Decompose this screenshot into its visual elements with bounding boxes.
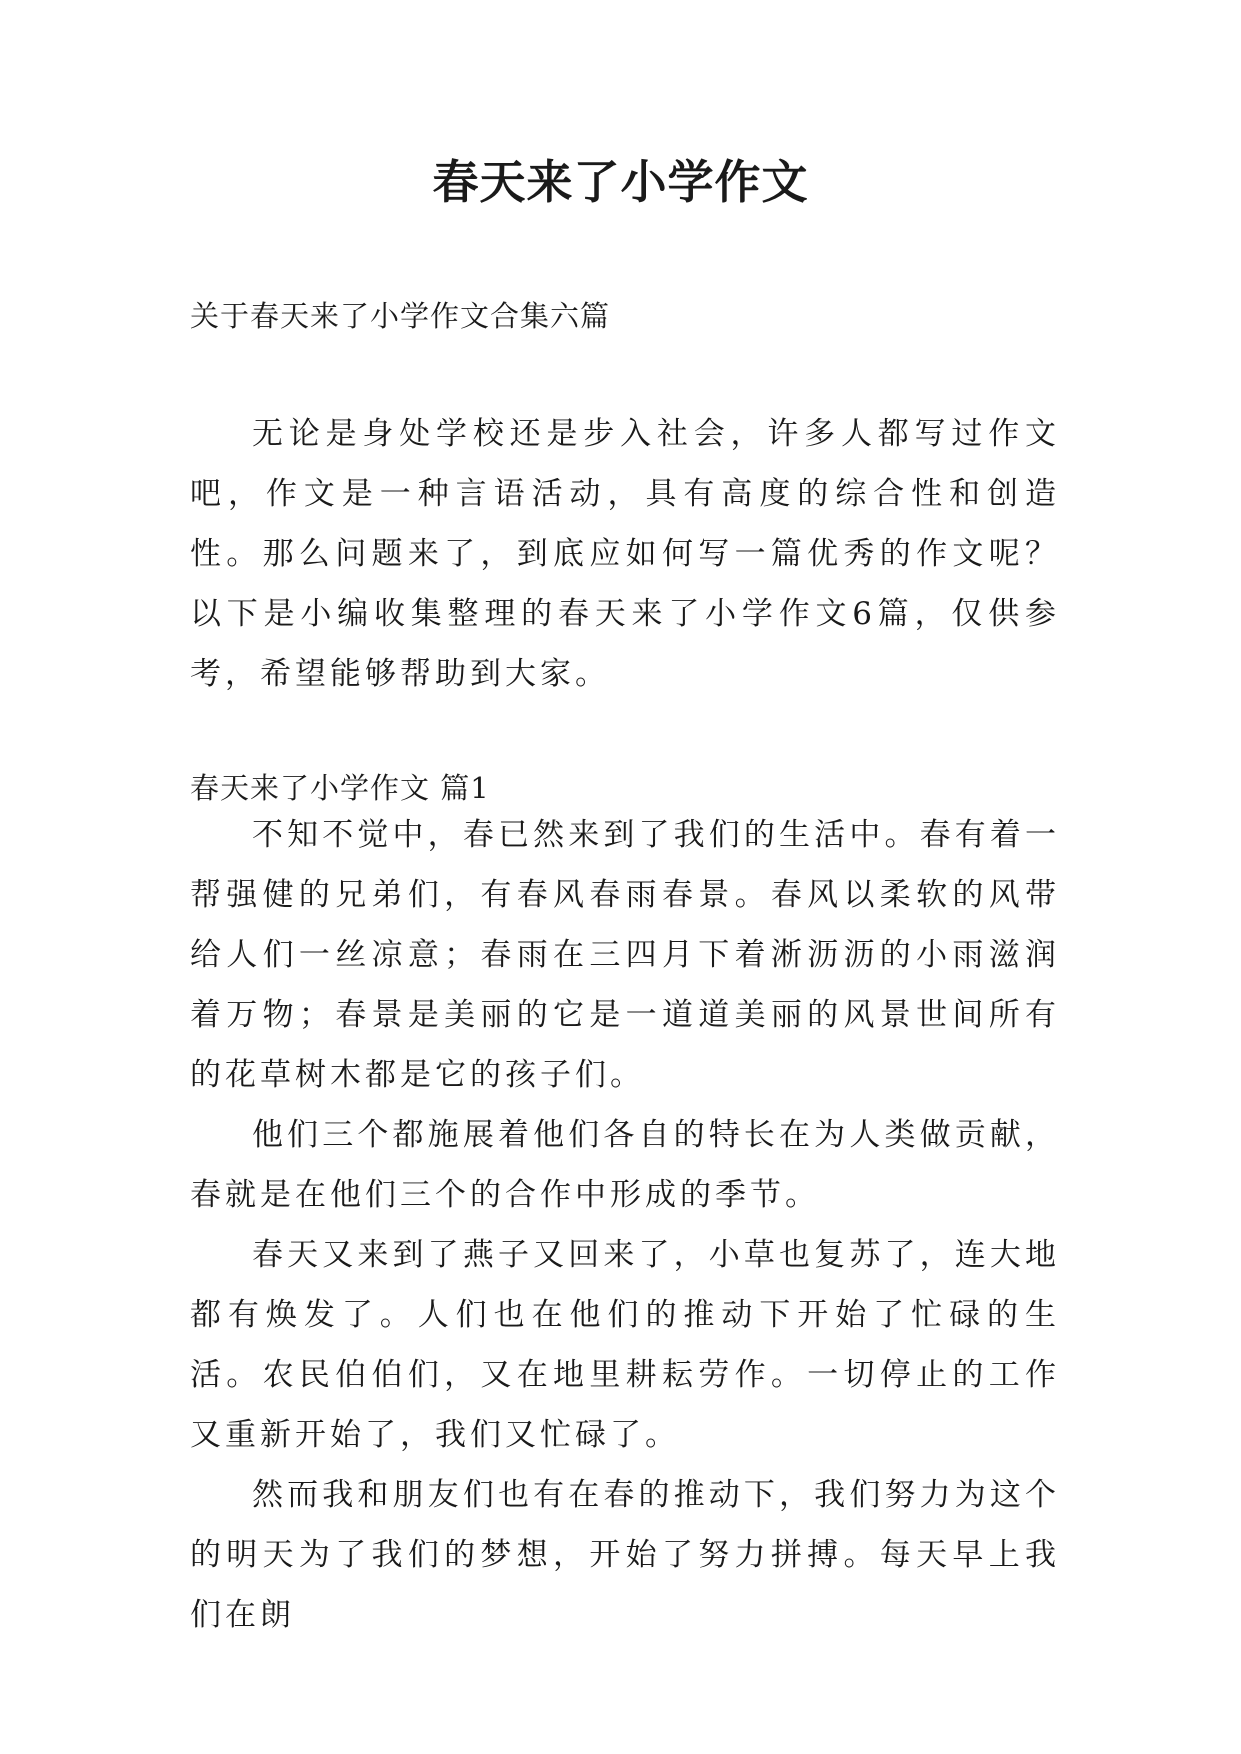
- intro-paragraph: 无论是身处学校还是步入社会，许多人都写过作文吧，作文是一种言语活动，具有高度的综合性和创造性。那么问题来了，到底应如何写一篇优秀的作文呢？以下是小编收集整理的春天来了小学作文6篇，仅供参考，希望能够帮助到大家。: [190, 416, 1060, 692]
- essay-paragraph: 然而我和朋友们也有在春的推动下，我们努力为这个的明天为了我们的梦想，开始了努力拼搏。每天早上我们在朗: [190, 1477, 1060, 1633]
- essay-body: [190, 805, 1060, 1645]
- essay-paragraph: 不知不觉中，春已然来到了我们的生活中。春有着一帮强健的兄弟们，有春风春雨春景。春风以柔软的风带给人们一丝凉意；春雨在三四月下着淅沥沥的小雨滋润着万物；春景是美丽的它是一道道美丽的风景世间所有的花草树木都是它的孩子们。: [190, 817, 1060, 1093]
- document-subtitle: 关于春天来了小学作文合集六篇: [190, 299, 611, 333]
- essay-paragraph: 他们三个都施展着他们各自的特长在为人类做贡献，春就是在他们三个的合作中形成的季节。: [190, 1117, 1060, 1213]
- intro-block: [190, 404, 1060, 704]
- essay-paragraph: 春天又来到了燕子又回来了，小草也复苏了，连大地都有焕发了。人们也在他们的推动下开始了忙碌的生活。农民伯伯们，又在地里耕耘劳作。一切停止的工作又重新开始了，我们又忙碌了。: [190, 1237, 1060, 1453]
- document-title: 春天来了小学作文: [432, 155, 809, 209]
- section-heading: 春天来了小学作文 篇1: [190, 771, 490, 805]
